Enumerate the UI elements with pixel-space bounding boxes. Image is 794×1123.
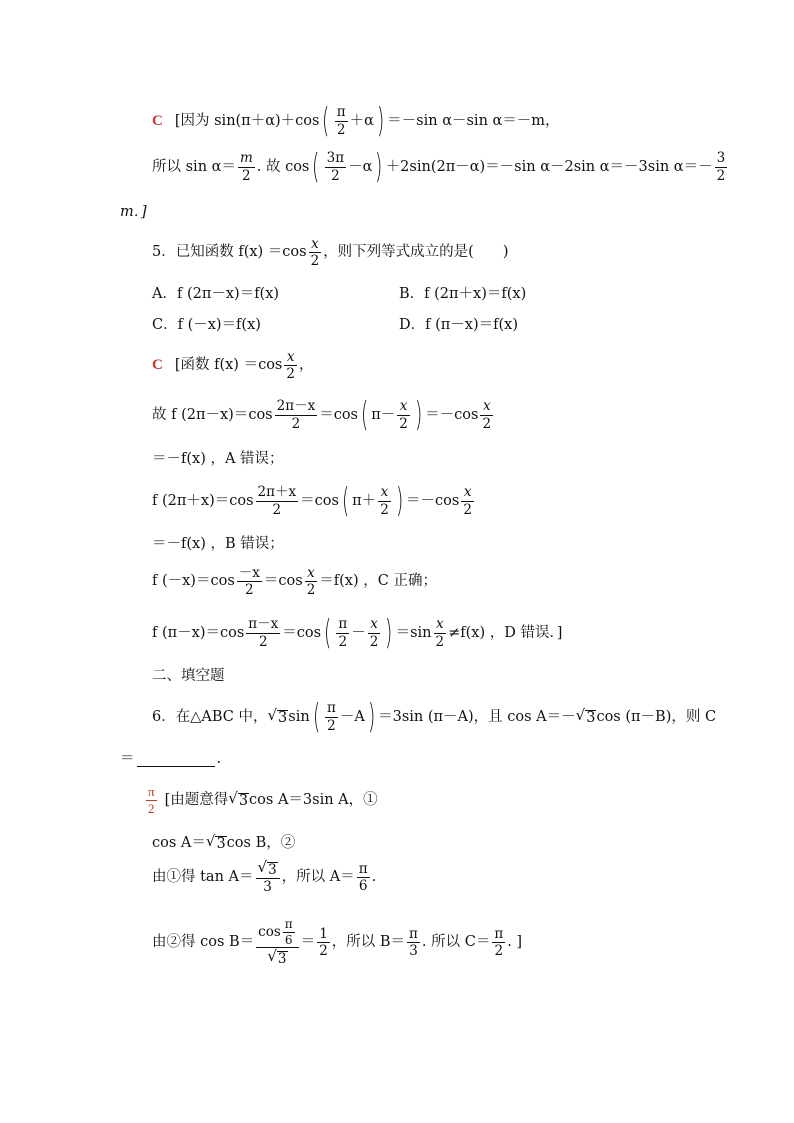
text: ＝ xyxy=(120,751,135,768)
numerator: x xyxy=(311,236,319,252)
q5-answer-line-5 xyxy=(152,537,284,552)
numerator: x xyxy=(463,484,472,501)
denominator: 2 xyxy=(242,167,251,184)
parenthesis-group: ( $\frac{\pi}{2}$ －A ) xyxy=(312,697,376,737)
denominator: 2 xyxy=(380,501,389,518)
text: . xyxy=(216,751,222,768)
text: ＝f(x) ，C 正确； xyxy=(319,573,437,590)
text: π＋ xyxy=(352,492,377,509)
q5-stem xyxy=(152,237,509,268)
text: ，所以 B＝ xyxy=(331,933,406,950)
text: cos A＝ xyxy=(152,834,206,851)
denominator: 2 xyxy=(338,633,348,650)
text: [因为 sin(π＋α)＋cos xyxy=(174,112,320,129)
numerator: √ 3 xyxy=(257,858,277,878)
radicand: 3 xyxy=(278,710,288,727)
denominator: 2 xyxy=(148,800,155,816)
fraction xyxy=(368,617,381,648)
compound-fraction xyxy=(256,918,299,966)
text: ， xyxy=(298,357,314,374)
text: 故 f (2π－x)＝cos xyxy=(152,406,273,423)
fraction xyxy=(275,399,318,430)
fraction xyxy=(256,860,280,894)
denominator: 3 xyxy=(409,942,418,959)
fraction xyxy=(492,927,505,958)
numerator: x xyxy=(399,398,408,415)
parenthesis-group: ( $\frac{\pi}{2}$ ＋α ) xyxy=(322,101,385,141)
fraction xyxy=(237,566,262,597)
text: ＝－sin α－sin α＝－m， xyxy=(387,112,560,129)
q5-option-a xyxy=(152,287,279,302)
denominator: 2 xyxy=(306,582,316,599)
text: ＝sin xyxy=(395,624,432,641)
text: ，所以 A＝ xyxy=(281,868,355,885)
text: m．] xyxy=(120,204,147,220)
parenthesis-group: ( π＋ $\frac{x}{2}$ ) xyxy=(341,481,404,521)
text: －A xyxy=(339,708,365,725)
numerator: x xyxy=(380,484,389,501)
fraction xyxy=(335,105,348,136)
q4-answer-line-2 xyxy=(152,147,729,187)
numerator: 3 xyxy=(716,150,726,167)
fraction xyxy=(283,918,295,946)
fraction xyxy=(246,617,280,648)
text: cos (π－B)，则 C xyxy=(596,708,717,725)
text: ≠f(x) ，D 错误．] xyxy=(448,624,563,641)
denominator: 2 xyxy=(435,633,445,650)
numerator: π xyxy=(494,925,504,942)
denominator: 2 xyxy=(399,415,408,432)
text: . 故 cos xyxy=(256,158,310,175)
text: 6．在△ABC 中， xyxy=(152,708,268,725)
fraction xyxy=(715,151,728,182)
text: ＋2sin(2π－α)＝－sin α－2sin α＝－3sin α＝－ xyxy=(385,158,713,175)
text: cos xyxy=(258,924,281,940)
denominator: 2 xyxy=(319,942,328,959)
numerator: 2π＋x xyxy=(257,484,297,501)
text: f (－x)＝cos xyxy=(152,573,235,590)
radicand: 3 xyxy=(277,951,287,968)
fraction xyxy=(407,927,420,958)
q6-answer-line-3 xyxy=(152,860,376,894)
text: ＝－f(x) ，A 错误； xyxy=(152,451,284,467)
text: 由②得 cos B＝ xyxy=(152,933,255,950)
q5-option-b xyxy=(399,287,526,302)
numerator: π xyxy=(148,784,155,799)
parenthesis-group: ( $\frac{\pi}{2}$ － $\frac{x}{2}$ ) xyxy=(324,613,393,653)
radicand: 3 xyxy=(216,836,226,852)
numerator: 2π－x xyxy=(276,398,316,415)
answer-letter: C xyxy=(152,357,163,374)
numerator: x xyxy=(286,349,295,365)
fraction xyxy=(256,485,299,516)
text: 所以 sin α＝ xyxy=(152,158,236,175)
q6-answer-line-2 xyxy=(152,834,295,852)
q4-answer-line-1 xyxy=(152,101,560,141)
denominator: 2 xyxy=(286,366,295,383)
numerator: x xyxy=(370,616,378,633)
text: ＝ xyxy=(300,933,316,950)
text: . ] xyxy=(507,933,523,950)
section-heading-text: 二、填空题 xyxy=(152,668,225,684)
text: ＝cos xyxy=(300,492,339,509)
q5-answer-line-2 xyxy=(152,395,495,435)
text: f (π－x)＝cos xyxy=(152,624,245,641)
q6-stem-line-1 xyxy=(152,697,717,737)
q6-answer-line-4 xyxy=(152,918,522,966)
text: cos B，② xyxy=(226,834,296,851)
fraction xyxy=(325,151,346,182)
text: sin xyxy=(288,708,310,725)
q5-answer-line-7 xyxy=(152,613,563,653)
denominator: 6 xyxy=(358,877,368,894)
numerator: π－x xyxy=(248,616,279,633)
answer-fraction xyxy=(146,785,157,815)
q5-answer-line-3 xyxy=(152,452,284,467)
radicand: 3 xyxy=(586,710,596,727)
fraction xyxy=(325,701,338,732)
numerator: π xyxy=(336,104,346,121)
fraction xyxy=(336,617,349,648)
q5-answer-line-1 xyxy=(152,350,313,381)
section-heading xyxy=(152,669,225,684)
numerator: x xyxy=(307,565,315,581)
sqrt: √ 3 xyxy=(228,789,249,810)
numerator: 3π xyxy=(326,150,345,167)
denominator: 2 xyxy=(327,717,336,734)
numerator: π xyxy=(338,616,348,633)
denominator: 2 xyxy=(272,501,282,518)
text: ＝cos xyxy=(282,624,322,641)
text: ＝－cos xyxy=(425,406,479,423)
denominator: 2 xyxy=(494,942,504,959)
denominator: 2 xyxy=(310,253,320,270)
q5-option-c xyxy=(152,318,261,333)
q5-answer-line-6 xyxy=(152,566,437,597)
denominator: √ 3 xyxy=(267,947,287,968)
numerator: π xyxy=(409,925,418,942)
text: －α xyxy=(348,158,373,175)
text: 由①得 tan A＝ xyxy=(152,868,254,885)
denominator: 2 xyxy=(291,415,301,432)
answer-letter: C xyxy=(152,112,163,129)
numerator xyxy=(256,918,299,947)
denominator: 2 xyxy=(716,167,726,184)
fraction xyxy=(305,566,318,597)
parenthesis-group: ( π－ $\frac{x}{2}$ ) xyxy=(360,395,423,435)
radicand: 3 xyxy=(238,793,249,810)
denominator: 3 xyxy=(263,879,272,896)
denominator: 2 xyxy=(336,121,346,138)
text: [函数 f(x) ＝cos xyxy=(174,357,283,374)
fraction xyxy=(238,151,255,182)
q4-answer-line-3 xyxy=(120,205,147,220)
fraction xyxy=(378,485,391,516)
text: ＝－f(x) ，B 错误； xyxy=(152,536,284,552)
parenthesis-group: ( $\frac{3\pi}{2}$ －α ) xyxy=(312,147,383,187)
fraction xyxy=(357,862,370,893)
numerator: x xyxy=(482,398,491,415)
text: ＝cos xyxy=(263,573,303,590)
text: [由题意得 xyxy=(164,791,229,808)
fraction xyxy=(434,617,447,648)
denominator: 2 xyxy=(463,501,472,518)
text: π－ xyxy=(371,406,396,423)
text: － xyxy=(351,624,366,641)
text: ＝3sin (π－A)，且 cos A＝－ xyxy=(378,708,576,725)
numerator: 1 xyxy=(319,925,328,942)
radicand: 3 xyxy=(268,862,277,878)
q6-answer-line-1 xyxy=(144,785,378,815)
sqrt: √ 3 xyxy=(267,706,288,727)
numerator: m xyxy=(239,150,253,167)
option-text: A．f (2π－x)＝f(x) xyxy=(152,286,280,302)
denominator: 2 xyxy=(331,167,340,184)
fraction xyxy=(397,399,410,430)
fraction xyxy=(317,927,330,958)
text: ，则下列等式成立的是( ) xyxy=(323,244,509,261)
text: . xyxy=(371,868,377,885)
text: . 所以 C＝ xyxy=(421,933,491,950)
numerator: π xyxy=(284,917,293,931)
text: ＝cos xyxy=(319,406,358,423)
denominator: 2 xyxy=(482,415,492,432)
text: f (2π＋x)＝cos xyxy=(152,492,254,509)
q6-stem-line-2 xyxy=(120,752,221,767)
text: 5．已知函数 f(x) ＝cos xyxy=(152,244,307,261)
q5-option-d xyxy=(399,318,518,333)
option-text: D．f (π－x)＝f(x) xyxy=(399,317,518,333)
text: cos A＝3sin A，① xyxy=(249,791,378,808)
numerator: x xyxy=(436,616,444,633)
denominator: 2 xyxy=(369,633,379,650)
text: ＋α xyxy=(349,112,374,129)
answer-blank xyxy=(137,752,215,767)
option-text: C．f (－x)＝f(x) xyxy=(152,317,261,333)
fraction xyxy=(461,485,474,516)
denominator: 6 xyxy=(284,932,293,947)
numerator: π xyxy=(358,860,368,877)
fraction xyxy=(480,399,493,430)
fraction xyxy=(284,350,297,381)
text: ＝－cos xyxy=(406,492,460,509)
numerator: π xyxy=(326,700,336,717)
q5-answer-line-4 xyxy=(152,481,476,521)
option-text: B．f (2π＋x)＝f(x) xyxy=(399,286,527,302)
sqrt: √ 3 xyxy=(575,706,596,727)
denominator: 2 xyxy=(245,582,254,599)
sqrt: √ 3 xyxy=(205,832,226,852)
fraction xyxy=(309,237,322,268)
numerator: －x xyxy=(238,565,260,581)
denominator: 2 xyxy=(259,633,268,650)
